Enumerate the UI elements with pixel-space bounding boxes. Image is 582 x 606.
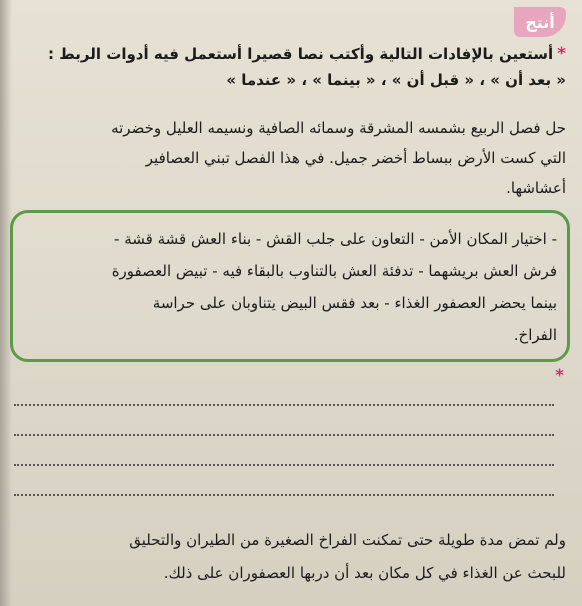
answer-star-icon: *: [555, 366, 564, 386]
prompts-box: [10, 210, 570, 362]
prompt-line-2: فرش العش بريشهما - تدفئة العش بالتناوب بالبقاء فيه - تبيض العصفورة: [111, 262, 557, 280]
answer-line-4[interactable]: [14, 494, 554, 496]
intro-line-1: حل فصل الربيع بشمسه المشرقة وسمائه الصافية ونسيمه العليل وخضرته: [111, 119, 566, 137]
connectors-line: « بعد أن » ، « قبل أن » ، « بينما » ، « عندما »: [226, 71, 566, 89]
prompt-line-3: بينما يحضر العصفور الغذاء - بعد فقس البيض يتناوبان على حراسة: [152, 294, 557, 312]
instruction-star-icon: *: [557, 44, 566, 64]
answer-line-3[interactable]: [14, 464, 554, 466]
prompt-line-4: الفراخ.: [513, 326, 557, 344]
instruction-line-1: [10, 44, 566, 64]
closing-line-2: للبحث عن الغذاء في كل مكان بعد أن دربها العصفوران على ذلك.: [163, 564, 566, 582]
intro-line-2: التي كست الأرض ببساط أخضر جميل. في هذا الفصل تبني العصافير: [145, 149, 566, 167]
answer-line-2[interactable]: [14, 434, 554, 436]
answer-line-1[interactable]: [14, 404, 554, 406]
section-badge: أنتج: [514, 7, 566, 37]
prompt-line-1: - اختيار المكان الأمن - التعاون على جلب القش - بناء العش قشة قشة -: [114, 230, 557, 248]
intro-line-3: أعشاشها.: [506, 179, 566, 197]
instruction-text: أستعين بالإفادات التالية وأكتب نصا قصيرا أستعمل فيه أدوات الربط :: [48, 45, 554, 63]
closing-line-1: ولم تمض مدة طويلة حتى تمكنت الفراخ الصغيرة من الطيران والتحليق: [129, 531, 566, 549]
